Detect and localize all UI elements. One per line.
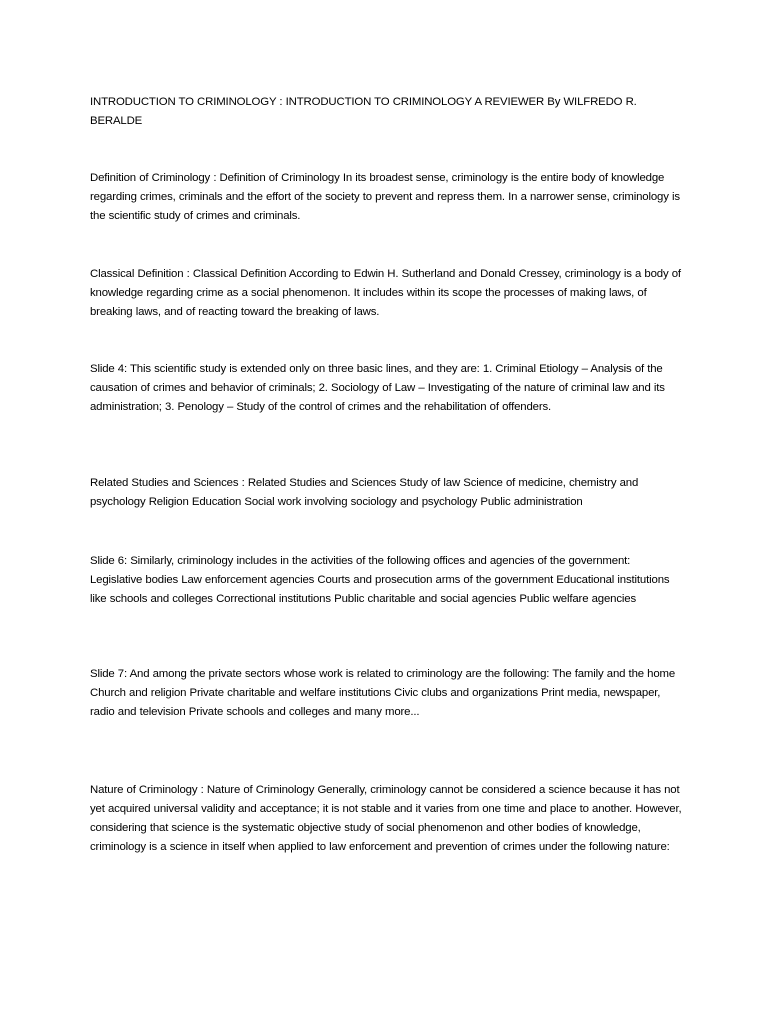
document-title: INTRODUCTION TO CRIMINOLOGY : INTRODUCTION TO CRIMINOLOGY A REVIEWER By WILFREDO R. BERALDE: [90, 96, 637, 127]
paragraph-nature: Nature of Criminology : Nature of Criminology Generally, criminology cannot be considered a science because it has not yet acquired universal validity and acceptance; it is not stable and it varies from one time and place to another. However, considering that science is the systematic objective study of social phenomenon and other bodies of knowledge, criminology is a science in itself when applied to law enforcement and prevention of crimes under the following nature:: [90, 784, 682, 853]
paragraph-definition: Definition of Criminology : Definition of Criminology In its broadest sense, criminology is the entire body of knowledge regarding crimes, criminals and the effort of the society to prevent and repress them. In a narrower sense, criminology is the scientific study of crimes and criminals.: [90, 172, 680, 222]
paragraph-slide-7: Slide 7: And among the private sectors whose work is related to criminology are the following: The family and the home Church and religion Private charitable and welfare institutions Civic clubs and organizations Print media, newspaper, radio and television Private schools and colleges and many more...: [90, 668, 676, 718]
paragraph-classical-definition: Classical Definition : Classical Definition According to Edwin H. Sutherland and Donald Cressey, criminology is a body of knowledge regarding crime as a social phenomenon. It includes within its scope the processes of making laws, of breaking laws, and of reacting toward the breaking of laws.: [90, 268, 681, 318]
paragraph-slide-6: Slide 6: Similarly, criminology includes in the activities of the following offices and agencies of the government: Legislative bodies Law enforcement agencies Courts and prosecution arms of the government Educational institutions like schools and colleges Correctional institutions Public charitable and social agencies Public welfare agencies: [90, 555, 670, 605]
paragraph-slide-4: Slide 4: This scientific study is extended only on three basic lines, and they are: 1. Criminal Etiology – Analysis of the causation of crimes and behavior of criminals; 2. Sociology of Law – Investigating of the nature of criminal law and its administration; 3. Penology – Study of the control of crimes and the rehabilitation of offenders.: [90, 363, 665, 413]
paragraph-related-studies: Related Studies and Sciences : Related Studies and Sciences Study of law Science of medicine, chemistry and psychology Religion Education Social work involving sociology and psychology Public administration: [90, 477, 639, 508]
